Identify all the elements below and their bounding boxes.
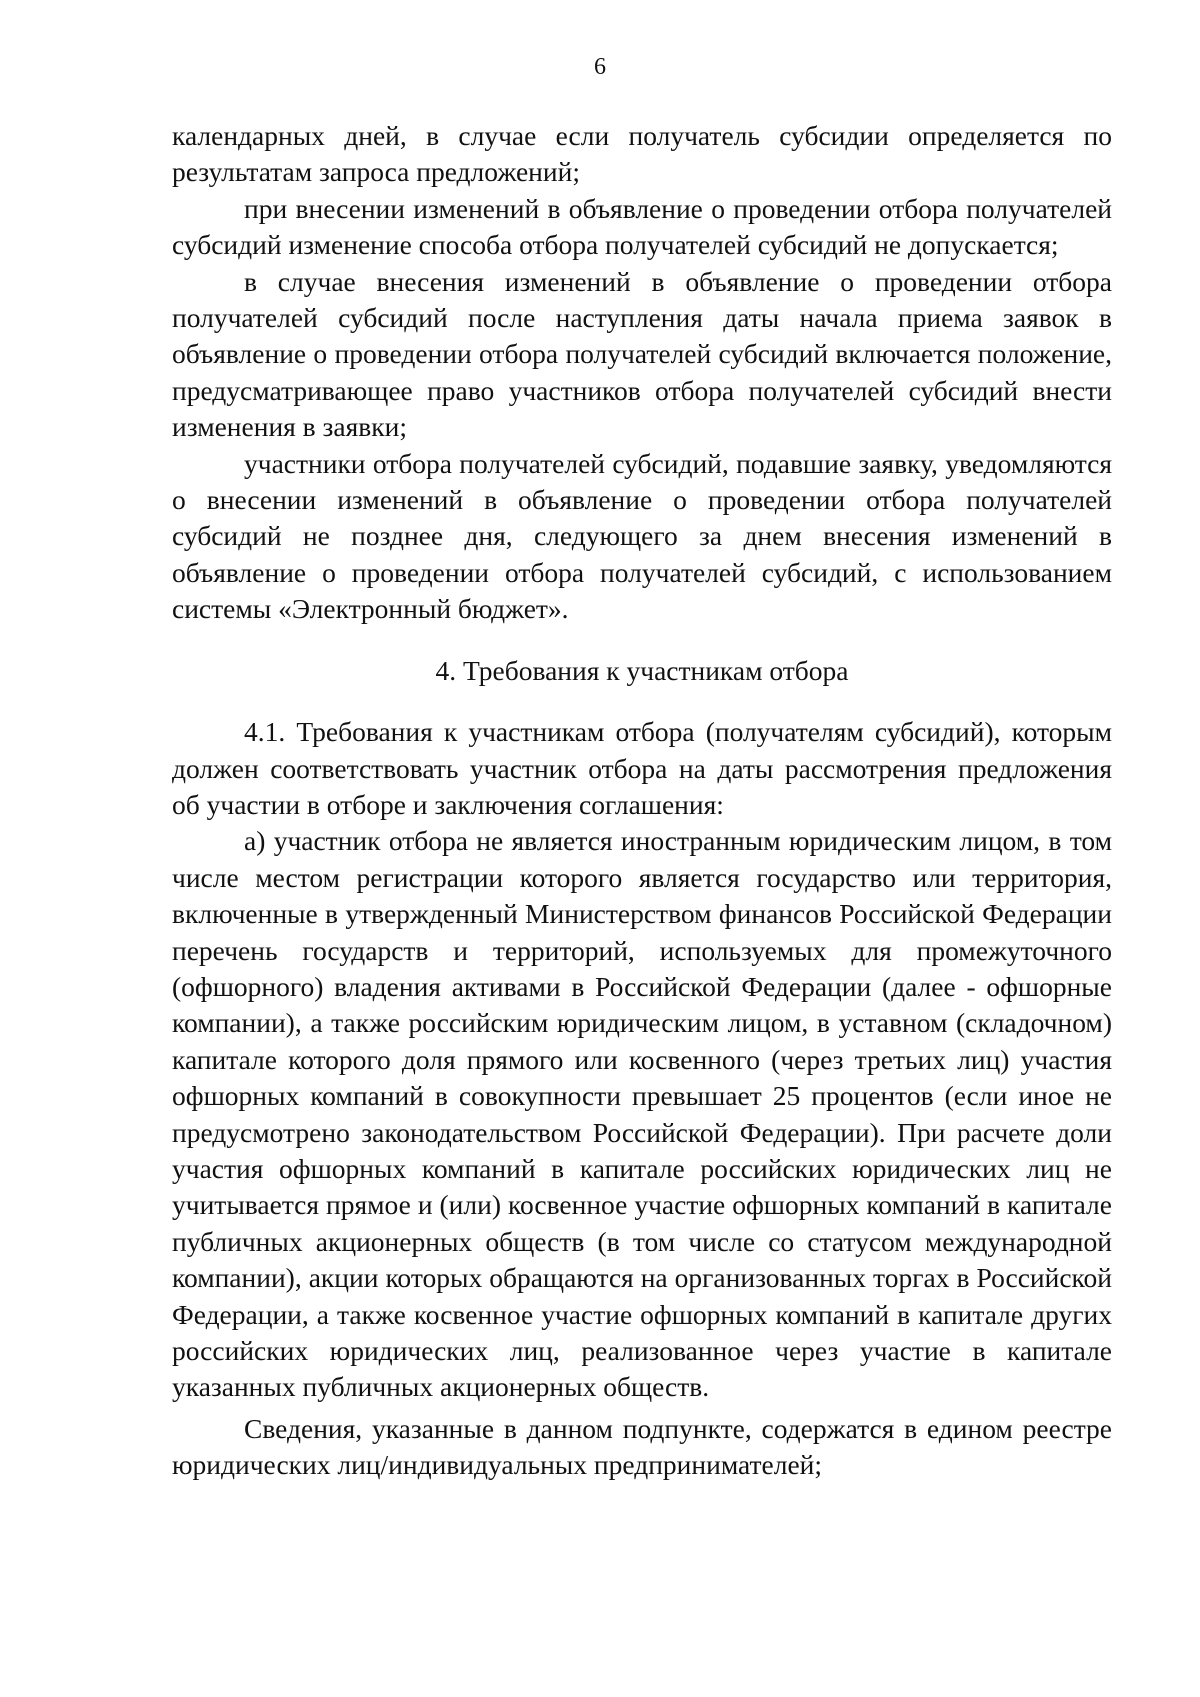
paragraph: участники отбора получателей субсидий, подавшие заявку, уведомляются о внесении изменений в объявление о проведении отбора получателей субсидий не позднее дня, следующего за днем внесения изменений в объявление о проведении отбора получателей субсидий, с использованием системы «Электронный бюджет». bbox=[172, 447, 1112, 625]
paragraph: а) участник отбора не является иностранным юридическим лицом, в том числе местом регистрации которого является государство или территория, включенные в утвержденный Министерством финансов Российской Федерации перечень государств и территорий, используемых для промежуточного (офшорного) владения активами в Российской Федерации (далее - офшорные компании), а также российским юридическим лицом, в уставном (складочном) капитале которого доля прямого или косвенного (через третьих лиц) участия офшорных компаний в совокупности превышает 25 процентов (если иное не предусмотрено законодательством Российской Федерации). При расчете доли участия офшорных компаний в капитале российских юридических лиц не учитывается прямое и (или) косвенное участие офшорных компаний в капитале публичных акционерных обществ (в том числе со статусом международной компании), акции которых обращаются на организованных торгах в Российской Федерации, а также косвенное участие офшорных компаний в капитале других российских юридических лиц, реализованное через участие в капитале указанных публичных акционерных обществ. bbox=[172, 825, 1112, 1403]
section-heading: 4. Требования к участникам отбора bbox=[435, 654, 849, 686]
paragraph: в случае внесения изменений в объявление о проведении отбора получателей субсидий после наступления даты начала приема заявок в объявление о проведении отбора получателей субсидий включается положение, предусматривающее право участников отбора получателей субсидий внести изменения в заявки; bbox=[172, 265, 1112, 443]
document-body bbox=[172, 118, 1112, 1484]
paragraph: при внесении изменений в объявление о проведении отбора получателей субсидий изменение способа отбора получателей субсидий не допускается; bbox=[172, 192, 1112, 261]
paragraph: Сведения, указанные в данном подпункте, содержатся в едином реестре юридических лиц/индивидуальных предпринимателей; bbox=[172, 1412, 1112, 1481]
paragraph: календарных дней, в случае если получатель субсидии определяется по результатам запроса предложений; bbox=[172, 120, 1112, 188]
page-number: 6 bbox=[594, 54, 606, 80]
paragraph: 4.1. Требования к участникам отбора (получателям субсидий), которым должен соответствовать участник отбора на даты рассмотрения предложения об участии в отборе и заключения соглашения: bbox=[172, 716, 1112, 820]
